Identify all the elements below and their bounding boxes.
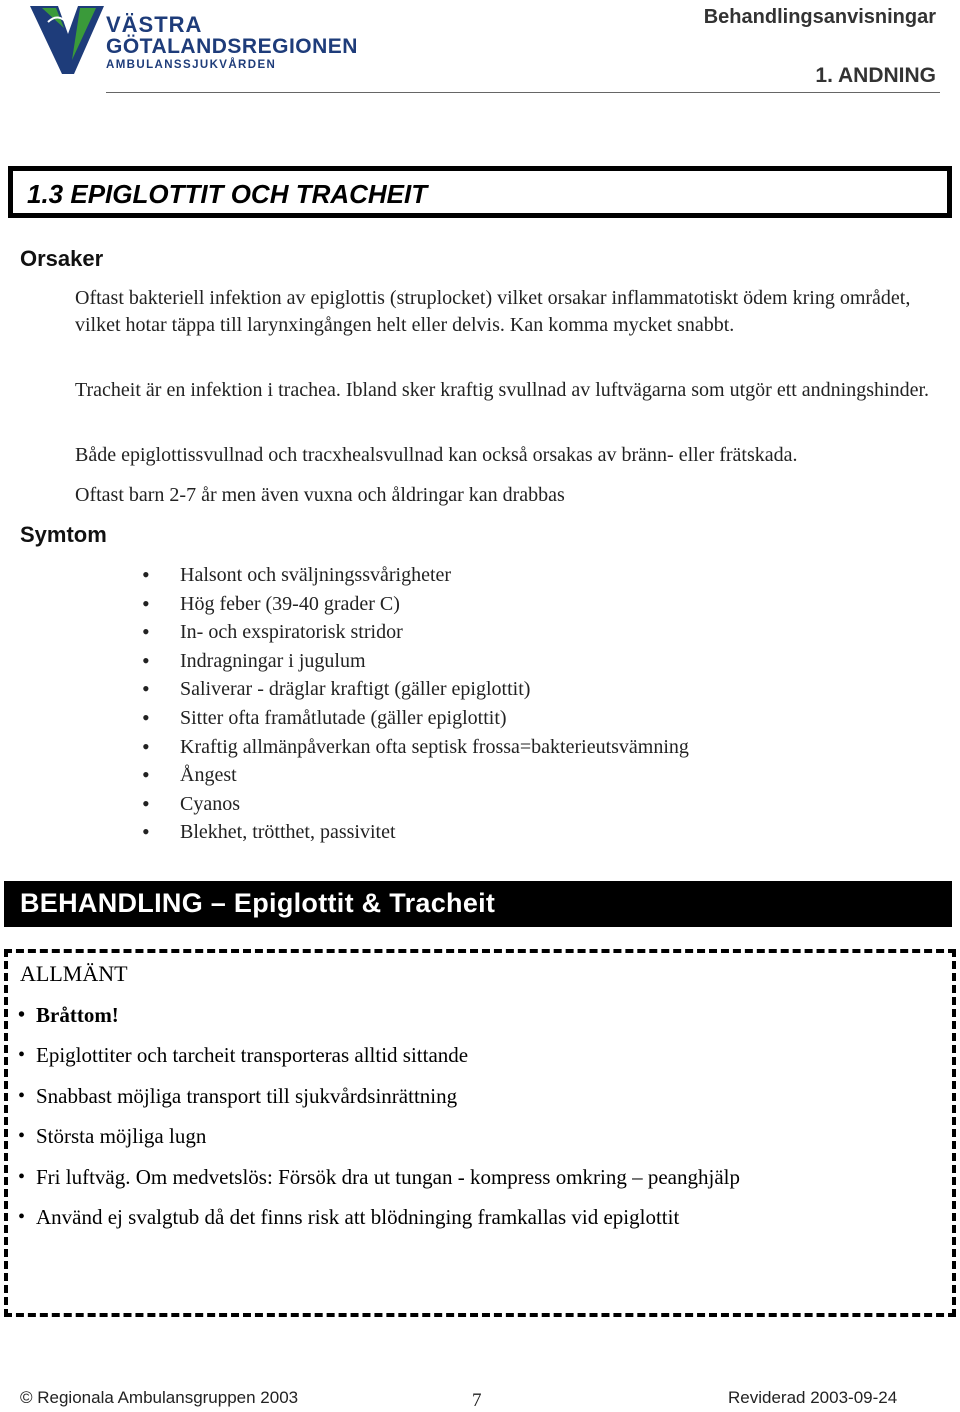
list-item: • Epiglottiter och tarcheit transporteras alltid sittande — [18, 1040, 740, 1080]
causes-paragraph-2: Tracheit är en infektion i trachea. Ibland sker kraftig svullnad av luftvägarna som utgör ett andningshinder. — [75, 379, 930, 401]
logo-line-3: AMBULANSSJUKVÅRDEN — [106, 59, 277, 71]
list-item: • Blekhet, trötthet, passivitet — [142, 818, 689, 847]
logo-line-2: GÖTALANDSREGIONEN — [106, 35, 358, 58]
list-item: • Indragningar i jugulum — [142, 647, 689, 676]
treatment-banner — [4, 881, 952, 927]
list-item: • Bråttom! — [18, 1000, 740, 1040]
list-item: • Största möjliga lugn — [18, 1121, 740, 1161]
list-item: • Halsont och sväljningssvårigheter — [142, 561, 689, 590]
list-item: • Ångest — [142, 761, 689, 790]
list-item: • Cyanos — [142, 790, 689, 819]
list-item: • Snabbast möjliga transport till sjukvårdsinrättning — [18, 1081, 740, 1121]
treatment-banner-title: BEHANDLING – Epiglottit & Tracheit — [20, 888, 496, 918]
section-title-box — [8, 166, 952, 218]
list-item: • Kraftig allmänpåverkan ofta septisk frossa=bakterieutsvämning — [142, 733, 689, 762]
general-heading: ALLMÄNT — [20, 961, 128, 986]
treatment-list — [18, 1000, 740, 1242]
causes-paragraph-3: Både epiglottissvullnad och tracxhealsvullnad kan också orsakas av bränn- eller frätskada. — [75, 444, 798, 466]
header-divider — [106, 92, 940, 93]
chapter-label: 1. ANDNING — [815, 64, 936, 87]
list-item: • Hög feber (39-40 grader C) — [142, 590, 689, 619]
page-number: 7 — [472, 1390, 482, 1411]
list-item: • Saliverar - dräglar kraftigt (gäller epiglottit) — [142, 675, 689, 704]
logo-line-1: VÄSTRA — [106, 12, 203, 37]
organization-logo — [28, 4, 368, 76]
document-title: Behandlingsanvisningar — [703, 6, 936, 28]
section-title: 1.3 EPIGLOTTIT OCH TRACHEIT — [27, 179, 428, 209]
causes-heading: Orsaker — [20, 246, 104, 271]
logo-emblem-icon — [28, 4, 106, 76]
footer-revised: Reviderad 2003-09-24 — [728, 1388, 898, 1407]
symptoms-heading: Symtom — [20, 522, 107, 547]
list-item: • In- och exspiratorisk stridor — [142, 618, 689, 647]
causes-paragraph-4: Oftast barn 2-7 år men även vuxna och åldringar kan drabbas — [75, 484, 565, 506]
causes-paragraph-1: Oftast bakteriell infektion av epiglottis (struplocket) vilket orsakar inflammatotiskt ödem kring området, vilket hotar täppa till larynxingången helt eller delvis. Kan komma mycket snabbt. — [75, 287, 911, 336]
footer-copyright: © Regionala Ambulansgruppen 2003 — [20, 1388, 299, 1407]
list-item: • Fri luftväg. Om medvetslös: Försök dra ut tungan - kompress omkring – peanghjälp — [18, 1162, 740, 1202]
list-item: • Använd ej svalgtub då det finns risk att blödninging framkallas vid epiglottit — [18, 1202, 740, 1242]
symptoms-list — [142, 561, 689, 847]
list-item: • Sitter ofta framåtlutade (gäller epiglottit) — [142, 704, 689, 733]
